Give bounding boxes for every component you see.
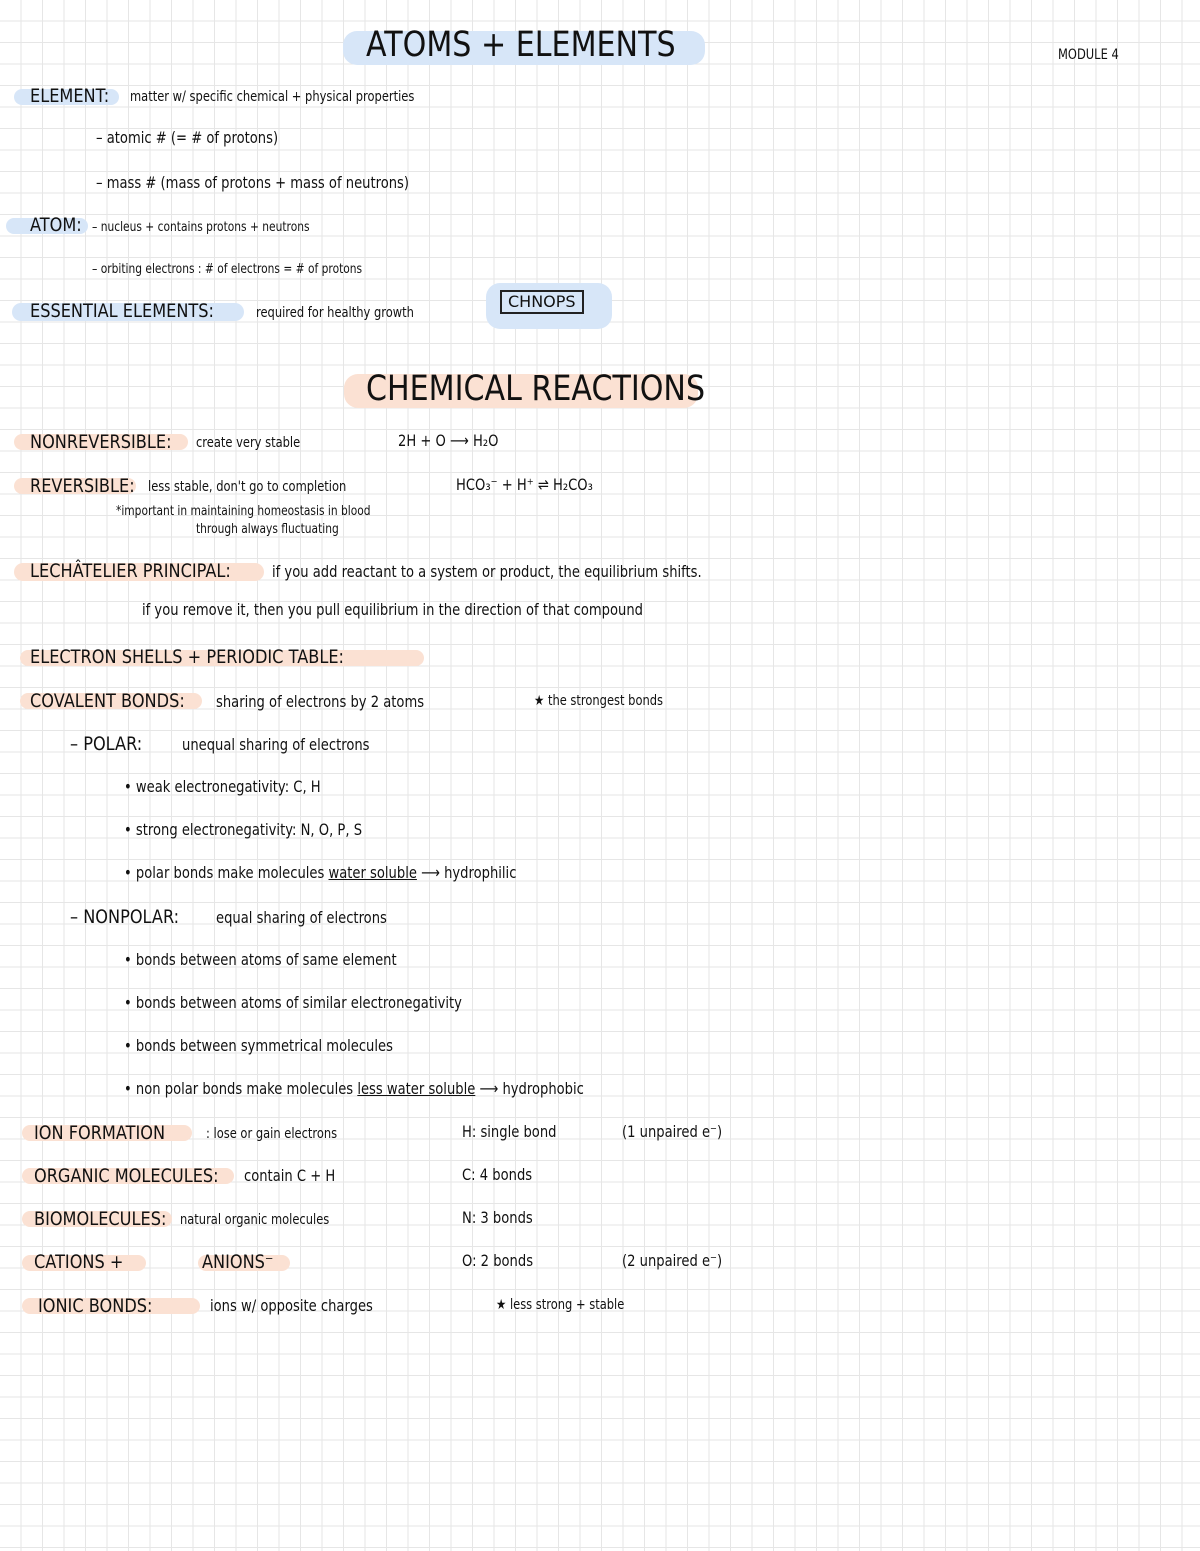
nonpolar-bullet-2: • bonds between atoms of similar electronegativity bbox=[124, 993, 462, 1012]
water-soluble-underline: water soluble bbox=[328, 863, 417, 882]
anions-term: ANIONS⁻ bbox=[202, 1251, 274, 1273]
polar-term: – POLAR: bbox=[70, 733, 143, 755]
nonpolar-def: equal sharing of electrons bbox=[216, 908, 387, 927]
nonpolar-bullet-3: • bonds between symmetrical molecules bbox=[124, 1036, 393, 1055]
essential-term: ESSENTIAL ELEMENTS: bbox=[30, 300, 214, 322]
covalent-term: COVALENT BONDS: bbox=[30, 690, 185, 712]
hydrogen-paren: (1 unpaired e⁻) bbox=[622, 1122, 723, 1141]
organic-def: contain C + H bbox=[244, 1166, 336, 1185]
biomolecules-term: BIOMOLECULES: bbox=[34, 1208, 167, 1230]
less-water-soluble-underline: less water soluble bbox=[357, 1079, 476, 1098]
mass-number: – mass # (mass of protons + mass of neutrons) bbox=[96, 173, 409, 192]
ionic-term: IONIC BONDS: bbox=[38, 1295, 153, 1317]
oxygen-bond: O: 2 bonds bbox=[462, 1251, 534, 1270]
nitrogen-bond: N: 3 bonds bbox=[462, 1208, 533, 1227]
organic-term: ORGANIC MOLECULES: bbox=[34, 1165, 219, 1187]
atom-def-1: – nucleus + contains protons + neutrons bbox=[92, 220, 310, 235]
nonpolar-bullet-1: • bonds between atoms of same element bbox=[124, 950, 397, 969]
covalent-def: sharing of electrons by 2 atoms bbox=[216, 692, 425, 711]
electron-shells: ELECTRON SHELLS + PERIODIC TABLE: bbox=[30, 646, 344, 668]
oxygen-paren: (2 unpaired e⁻) bbox=[622, 1251, 723, 1270]
carbon-bond: C: 4 bonds bbox=[462, 1165, 533, 1184]
ionic-star: ★ less strong + stable bbox=[496, 1297, 625, 1313]
element-def: matter w/ specific chemical + physical properties bbox=[130, 89, 415, 105]
polar-bullet-3-text: • polar bonds make molecules bbox=[124, 863, 325, 882]
nonpolar-bullet-4-text: • non polar bonds make molecules bbox=[124, 1079, 354, 1098]
lechatelier-term: LECHÂTELIER PRINCIPAL: bbox=[30, 560, 231, 582]
nonreversible-def: create very stable bbox=[196, 435, 301, 451]
reversible-term: REVERSIBLE: bbox=[30, 475, 135, 497]
hydrogen-bond: H: single bond bbox=[462, 1122, 557, 1141]
reversible-note-2: through always fluctuating bbox=[196, 522, 339, 537]
polar-def: unequal sharing of electrons bbox=[182, 735, 370, 754]
atomic-number: – atomic # (= # of protons) bbox=[96, 128, 279, 147]
biomolecules-def: natural organic molecules bbox=[180, 1212, 330, 1228]
polar-bullet-1: • weak electronegativity: C, H bbox=[124, 777, 321, 796]
atoms-title: ATOMS + ELEMENTS bbox=[366, 25, 676, 65]
ion-formation-term: ION FORMATION bbox=[34, 1122, 166, 1144]
atom-term: ATOM: bbox=[30, 214, 82, 236]
module-label: MODULE 4 bbox=[1058, 47, 1119, 63]
lechatelier-def: if you add reactant to a system or product, the equilibrium shifts. bbox=[272, 562, 702, 581]
nonreversible-term: NONREVERSIBLE: bbox=[30, 431, 172, 453]
ionic-def: ions w/ opposite charges bbox=[210, 1296, 373, 1315]
chnops-box: CHNOPS bbox=[500, 290, 584, 314]
ion-formation-def: : lose or gain electrons bbox=[206, 1126, 338, 1142]
nonreversible-equation: 2H + O ⟶ H₂O bbox=[398, 431, 499, 450]
nonpolar-term: – NONPOLAR: bbox=[70, 906, 180, 928]
reversible-def: less stable, don't go to completion bbox=[148, 479, 347, 495]
reversible-equation: HCO₃⁻ + H⁺ ⇌ H₂CO₃ bbox=[456, 475, 593, 494]
reversible-note-1: *important in maintaining homeostasis in blood bbox=[116, 504, 371, 519]
nonpolar-bullet-4 bbox=[124, 1081, 584, 1097]
reactions-title: CHEMICAL REACTIONS bbox=[366, 369, 706, 409]
covalent-star: ★ the strongest bonds bbox=[534, 693, 664, 709]
atom-def-2: – orbiting electrons : # of electrons = # of protons bbox=[92, 262, 363, 277]
hydrophobic-text: ⟶ hydrophobic bbox=[479, 1079, 584, 1098]
element-term: ELEMENT: bbox=[30, 85, 110, 107]
lechatelier-def-2: if you remove it, then you pull equilibrium in the direction of that compound bbox=[142, 600, 643, 619]
polar-bullet-3 bbox=[124, 865, 516, 881]
hydrophilic-text: ⟶ hydrophilic bbox=[421, 863, 517, 882]
essential-def: required for healthy growth bbox=[256, 305, 414, 321]
cations-term: CATIONS + bbox=[34, 1251, 124, 1273]
polar-bullet-2: • strong electronegativity: N, O, P, S bbox=[124, 820, 363, 839]
